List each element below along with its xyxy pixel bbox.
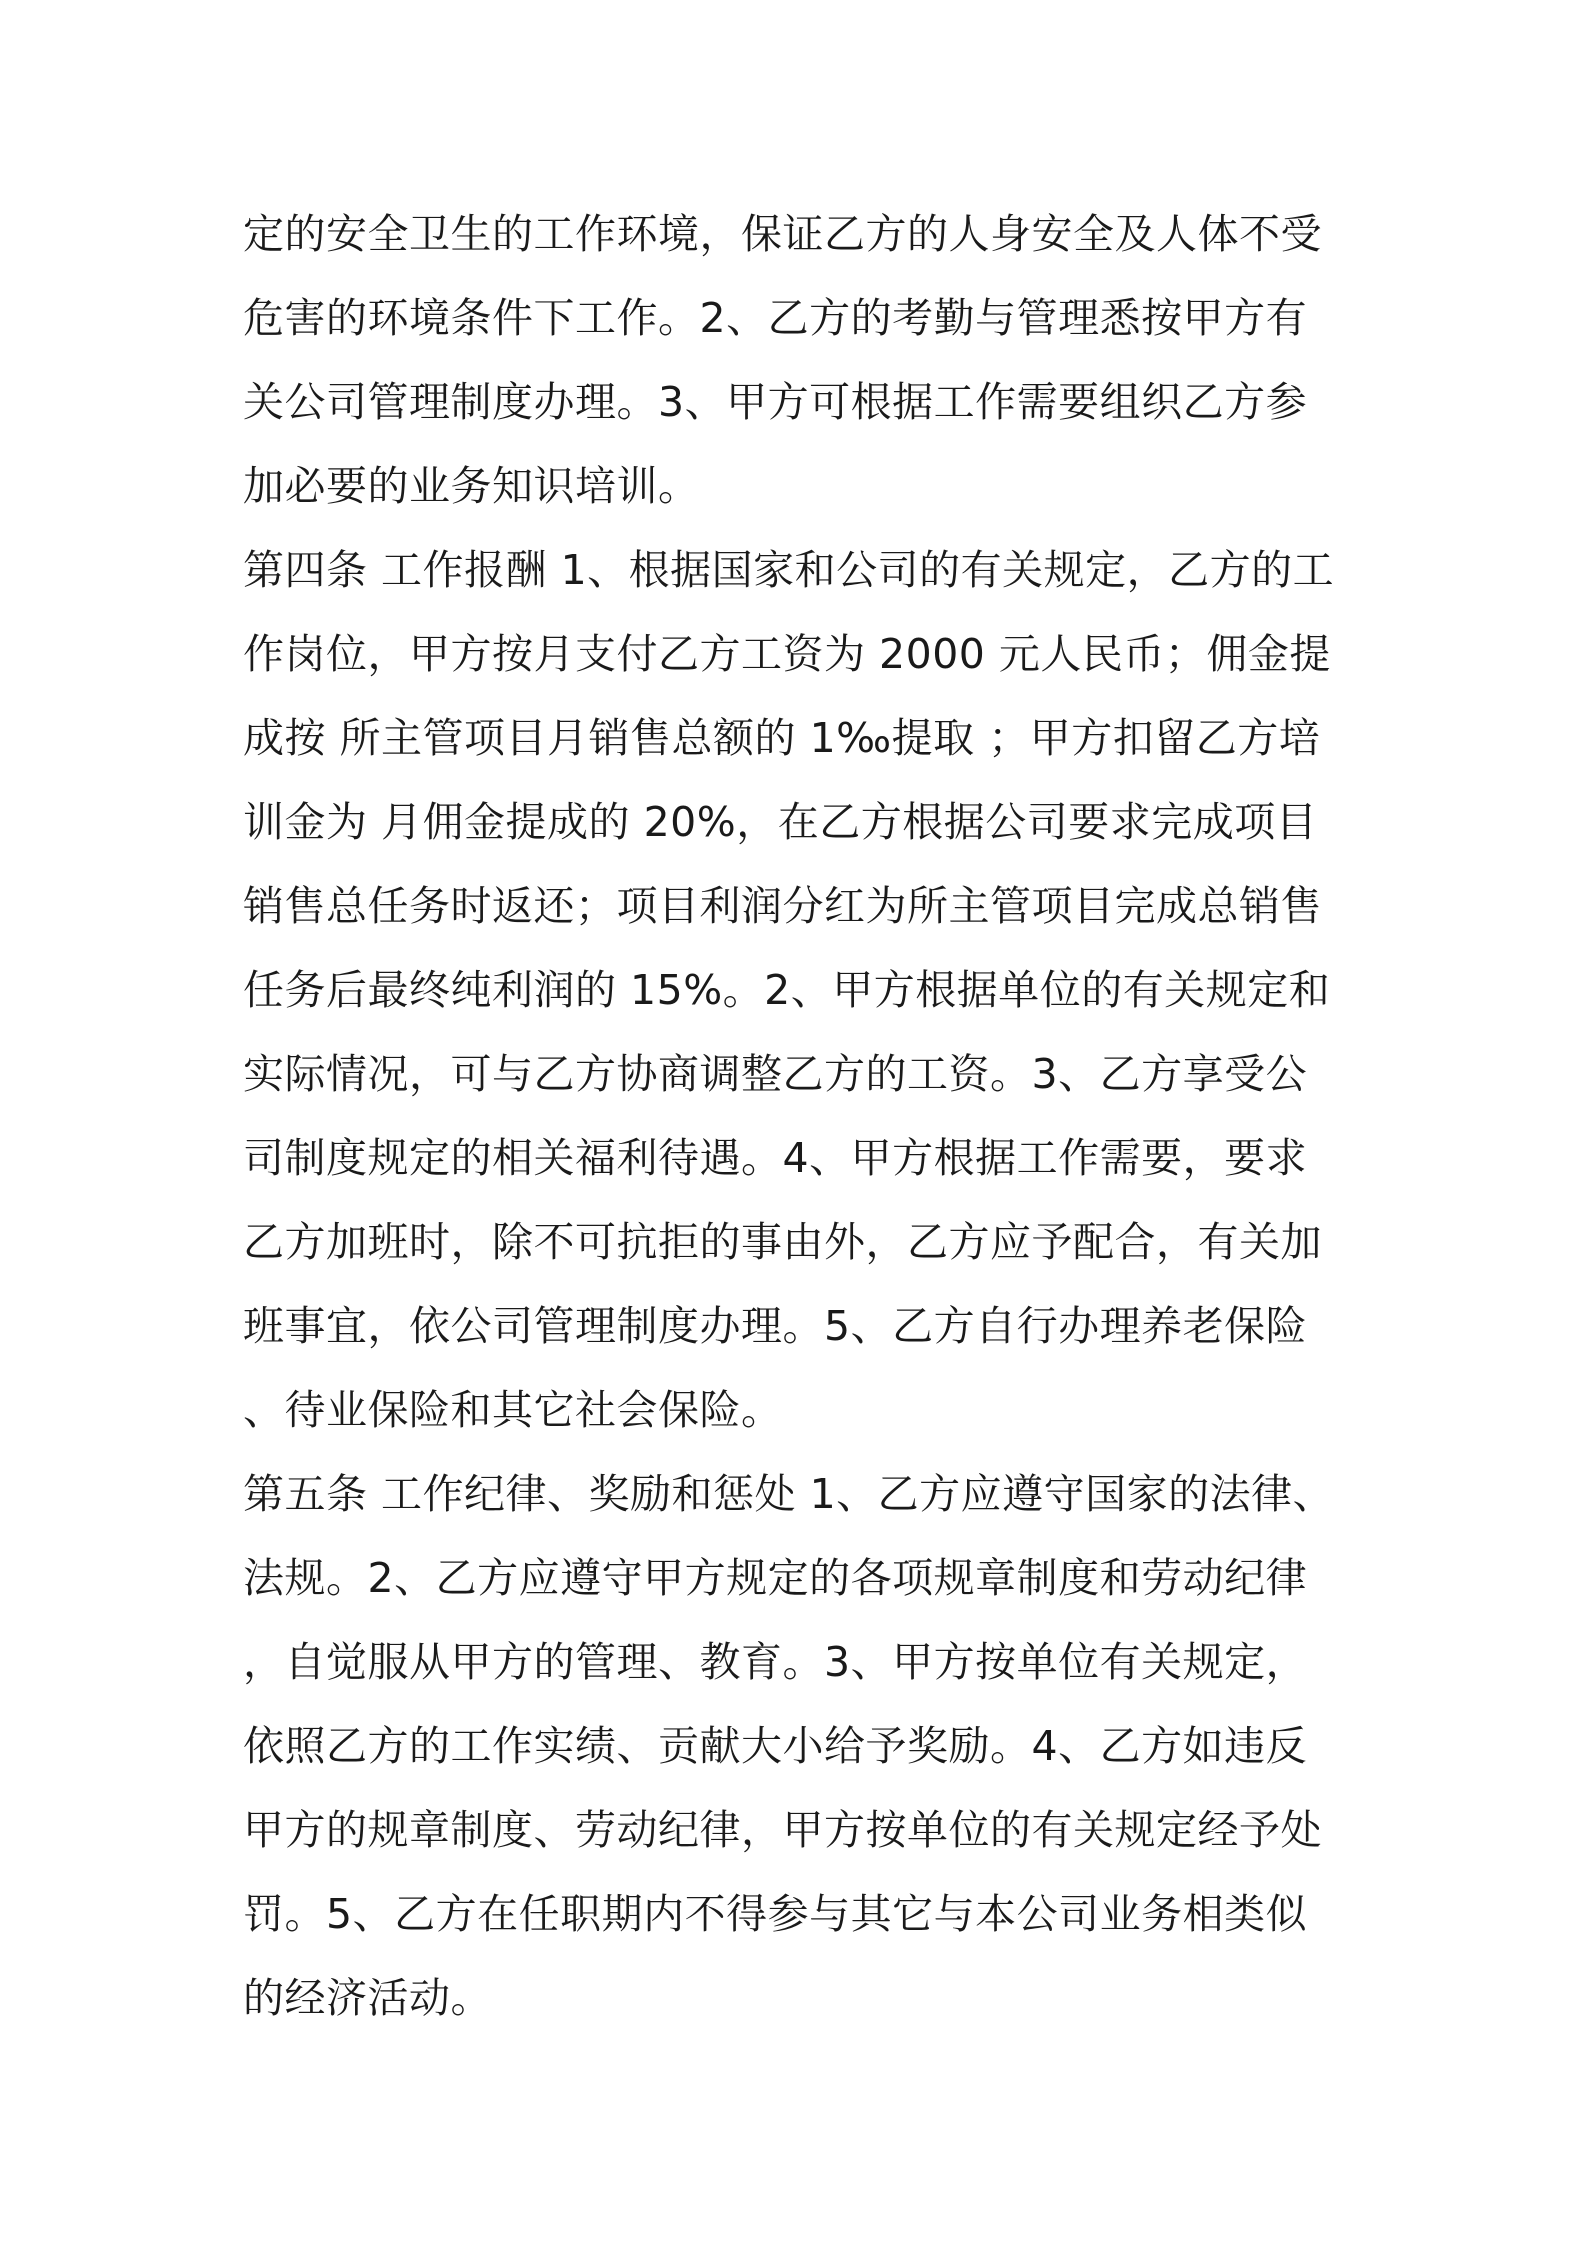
text-line: ，自觉服从甲方的管理、教育。3、甲方按单位有关规定， [243, 1638, 1308, 1686]
text-line: 乙方加班时，除不可抗拒的事由外，乙方应予配合，有关加 [243, 1218, 1322, 1266]
text-line: 定的安全卫生的工作环境，保证乙方的人身安全及人体不受 [243, 210, 1322, 258]
contract-text [243, 192, 1373, 2040]
article-4-heading-line: 第四条 工作报酬 1、根据国家和公司的有关规定，乙方的工 [243, 546, 1335, 594]
text-line: 司制度规定的相关福利待遇。4、甲方根据工作需要，要求 [243, 1134, 1308, 1182]
text-line: 危害的环境条件下工作。2、乙方的考勤与管理悉按甲方有 [243, 294, 1308, 342]
text-line: 加必要的业务知识培训。 [243, 462, 700, 510]
text-line: 依照乙方的工作实绩、贡献大小给予奖励。4、乙方如违反 [243, 1722, 1308, 1770]
text-line: 成按 所主管项目月销售总额的 1‰提取 ；甲方扣留乙方培 [243, 714, 1321, 762]
article-5-heading-line: 第五条 工作纪律、奖励和惩处 1、乙方应遵守国家的法律、 [243, 1470, 1335, 1518]
text-line: 训金为 月佣金提成的 20%，在乙方根据公司要求完成项目 [243, 798, 1318, 846]
text-line: 甲方的规章制度、劳动纪律，甲方按单位的有关规定经予处 [243, 1806, 1322, 1854]
text-line: 销售总任务时返还；项目利润分红为所主管项目完成总销售 [243, 882, 1322, 930]
text-line: 班事宜，依公司管理制度办理。5、乙方自行办理养老保险 [243, 1302, 1308, 1350]
text-line: 的经济活动。 [243, 1974, 492, 2022]
text-line: 任务后最终纯利润的 15%。2、甲方根据单位的有关规定和 [243, 966, 1331, 1014]
text-line: 罚。5、乙方在任职期内不得参与其它与本公司业务相类似 [243, 1890, 1308, 1938]
text-line: 作岗位，甲方按月支付乙方工资为 2000 元人民币；佣金提 [243, 630, 1331, 678]
text-line: 关公司管理制度办理。3、甲方可根据工作需要组织乙方参 [243, 378, 1308, 426]
text-line: 实际情况，可与乙方协商调整乙方的工资。3、乙方享受公 [243, 1050, 1308, 1098]
text-line: 法规。2、乙方应遵守甲方规定的各项规章制度和劳动纪律 [243, 1554, 1308, 1602]
text-line: 、待业保险和其它社会保险。 [243, 1386, 783, 1434]
